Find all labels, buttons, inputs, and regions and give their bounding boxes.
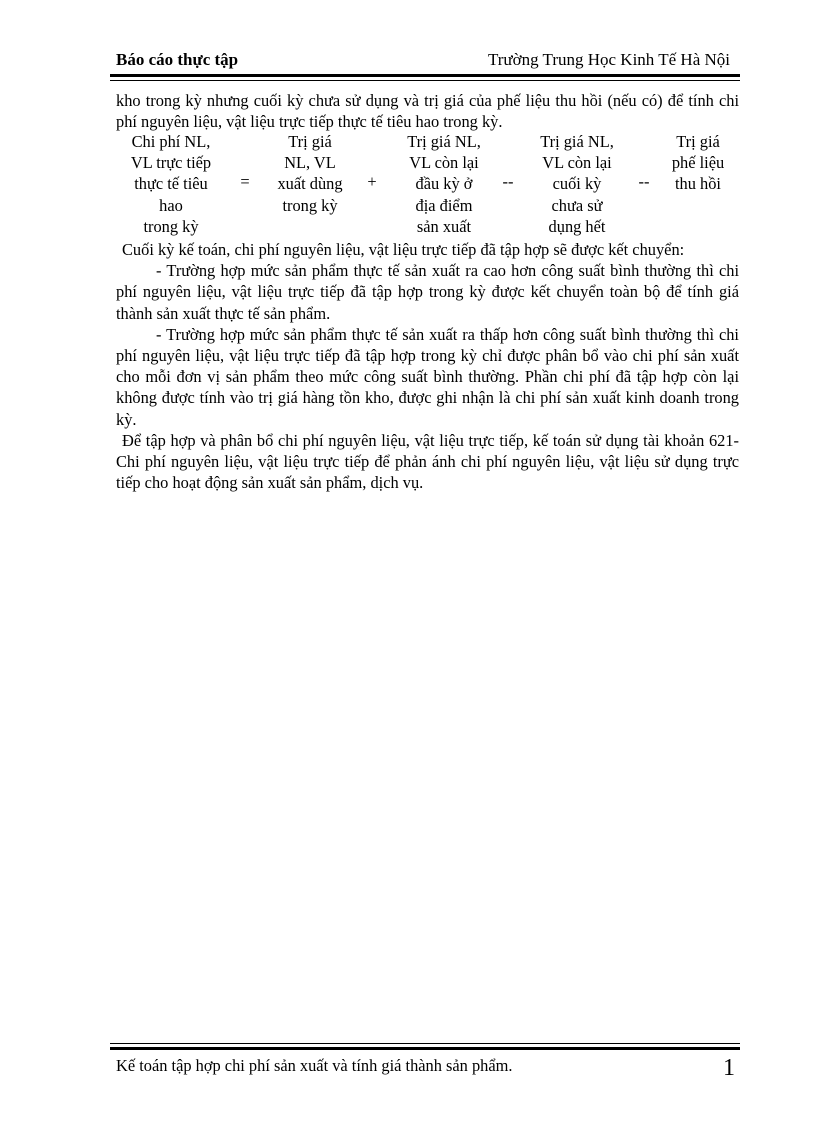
account-621-paragraph: Để tập hợp và phân bổ chi phí nguyên liệu, vật liệu trực tiếp, kế toán sử dụng tài khoản 621- Chi phí nguyên liệu, vật liệu trực tiếp để phản ánh chi phí nguyên liệu, vật liệu sử dụng trực tiếp cho hoạt động sản xuất sản phẩm, dịch vụ. — [116, 430, 739, 493]
header-school-name: Trường Trung Học Kinh Tế Hà Nội — [487, 50, 730, 69]
footer-rule-thin — [110, 1043, 740, 1044]
formula-term-issued-materials: Trị giá NL, VL xuất dùng trong kỳ — [277, 132, 343, 215]
formula-term-opening-materials: Trị giá NL, VL còn lại đầu kỳ ở địa điểm sản xuất — [407, 132, 481, 236]
formula-minus-sign-1: -- — [502, 172, 514, 191]
formula-term-closing-materials: Trị giá NL, VL còn lại cuối kỳ chưa sử dụng hết — [540, 132, 614, 236]
page-number: 1 — [723, 1055, 735, 1081]
formula-term-scrap-recovered: Trị giá phế liệu thu hồi — [671, 132, 725, 194]
footer-document-title: Kế toán tập hợp chi phí sản xuất và tính giá thành sản phẩm. — [116, 1056, 513, 1075]
header-report-title: Báo cáo thực tập — [116, 50, 239, 69]
year-end-transfer-paragraph: Cuối kỳ kế toán, chi phí nguyên liệu, vật liệu trực tiếp đã tập hợp sẽ được kết chuyển: — [122, 240, 685, 259]
formula-term-direct-material-cost: Chi phí NL, VL trực tiếp thực tế tiêu hao trong kỳ — [130, 132, 212, 236]
body-text — [116, 90, 739, 132]
case-below-capacity-paragraph: - Trường hợp mức sản phẩm thực tế sản xuất ra thấp hơn công suất bình thường thì chi phí nguyên liệu, vật liệu trực tiếp đã tập hợp trong kỳ chỉ được phân bổ vào chi phí sản xuất cho mỗi đơn vị sản phẩm theo mức công suất bình thường. Phần chi phí đã tập hợp còn lại không được tính vào trị giá hàng tồn kho, được ghi nhận là chi phí sản xuất kinh doanh trong kỳ. — [116, 324, 739, 429]
header-rule-thin — [110, 80, 740, 81]
cost-formula — [116, 131, 740, 237]
formula-equals-sign: = — [240, 172, 250, 191]
formula-minus-sign-2: -- — [638, 172, 650, 191]
continuation-paragraph: kho trong kỳ nhưng cuối kỳ chưa sử dụng và trị giá của phế liệu thu hồi (nếu có) để tính chi phí nguyên liệu, vật liệu trực tiếp thực tế tiêu hao trong kỳ. — [116, 91, 739, 132]
footer-rule-thick — [110, 1047, 740, 1050]
header-rule-thick — [110, 74, 740, 77]
formula-plus-sign: + — [367, 172, 377, 191]
body-text-continued — [116, 239, 739, 493]
case-above-capacity-paragraph: - Trường hợp mức sản phẩm thực tế sản xuất ra cao hơn công suất bình thường thì chi phí nguyên liệu, vật liệu trực tiếp đã tập hợp trong kỳ được kết chuyển toàn bộ để tính giá thành sản xuất thực tế sản phẩm. — [116, 261, 739, 323]
